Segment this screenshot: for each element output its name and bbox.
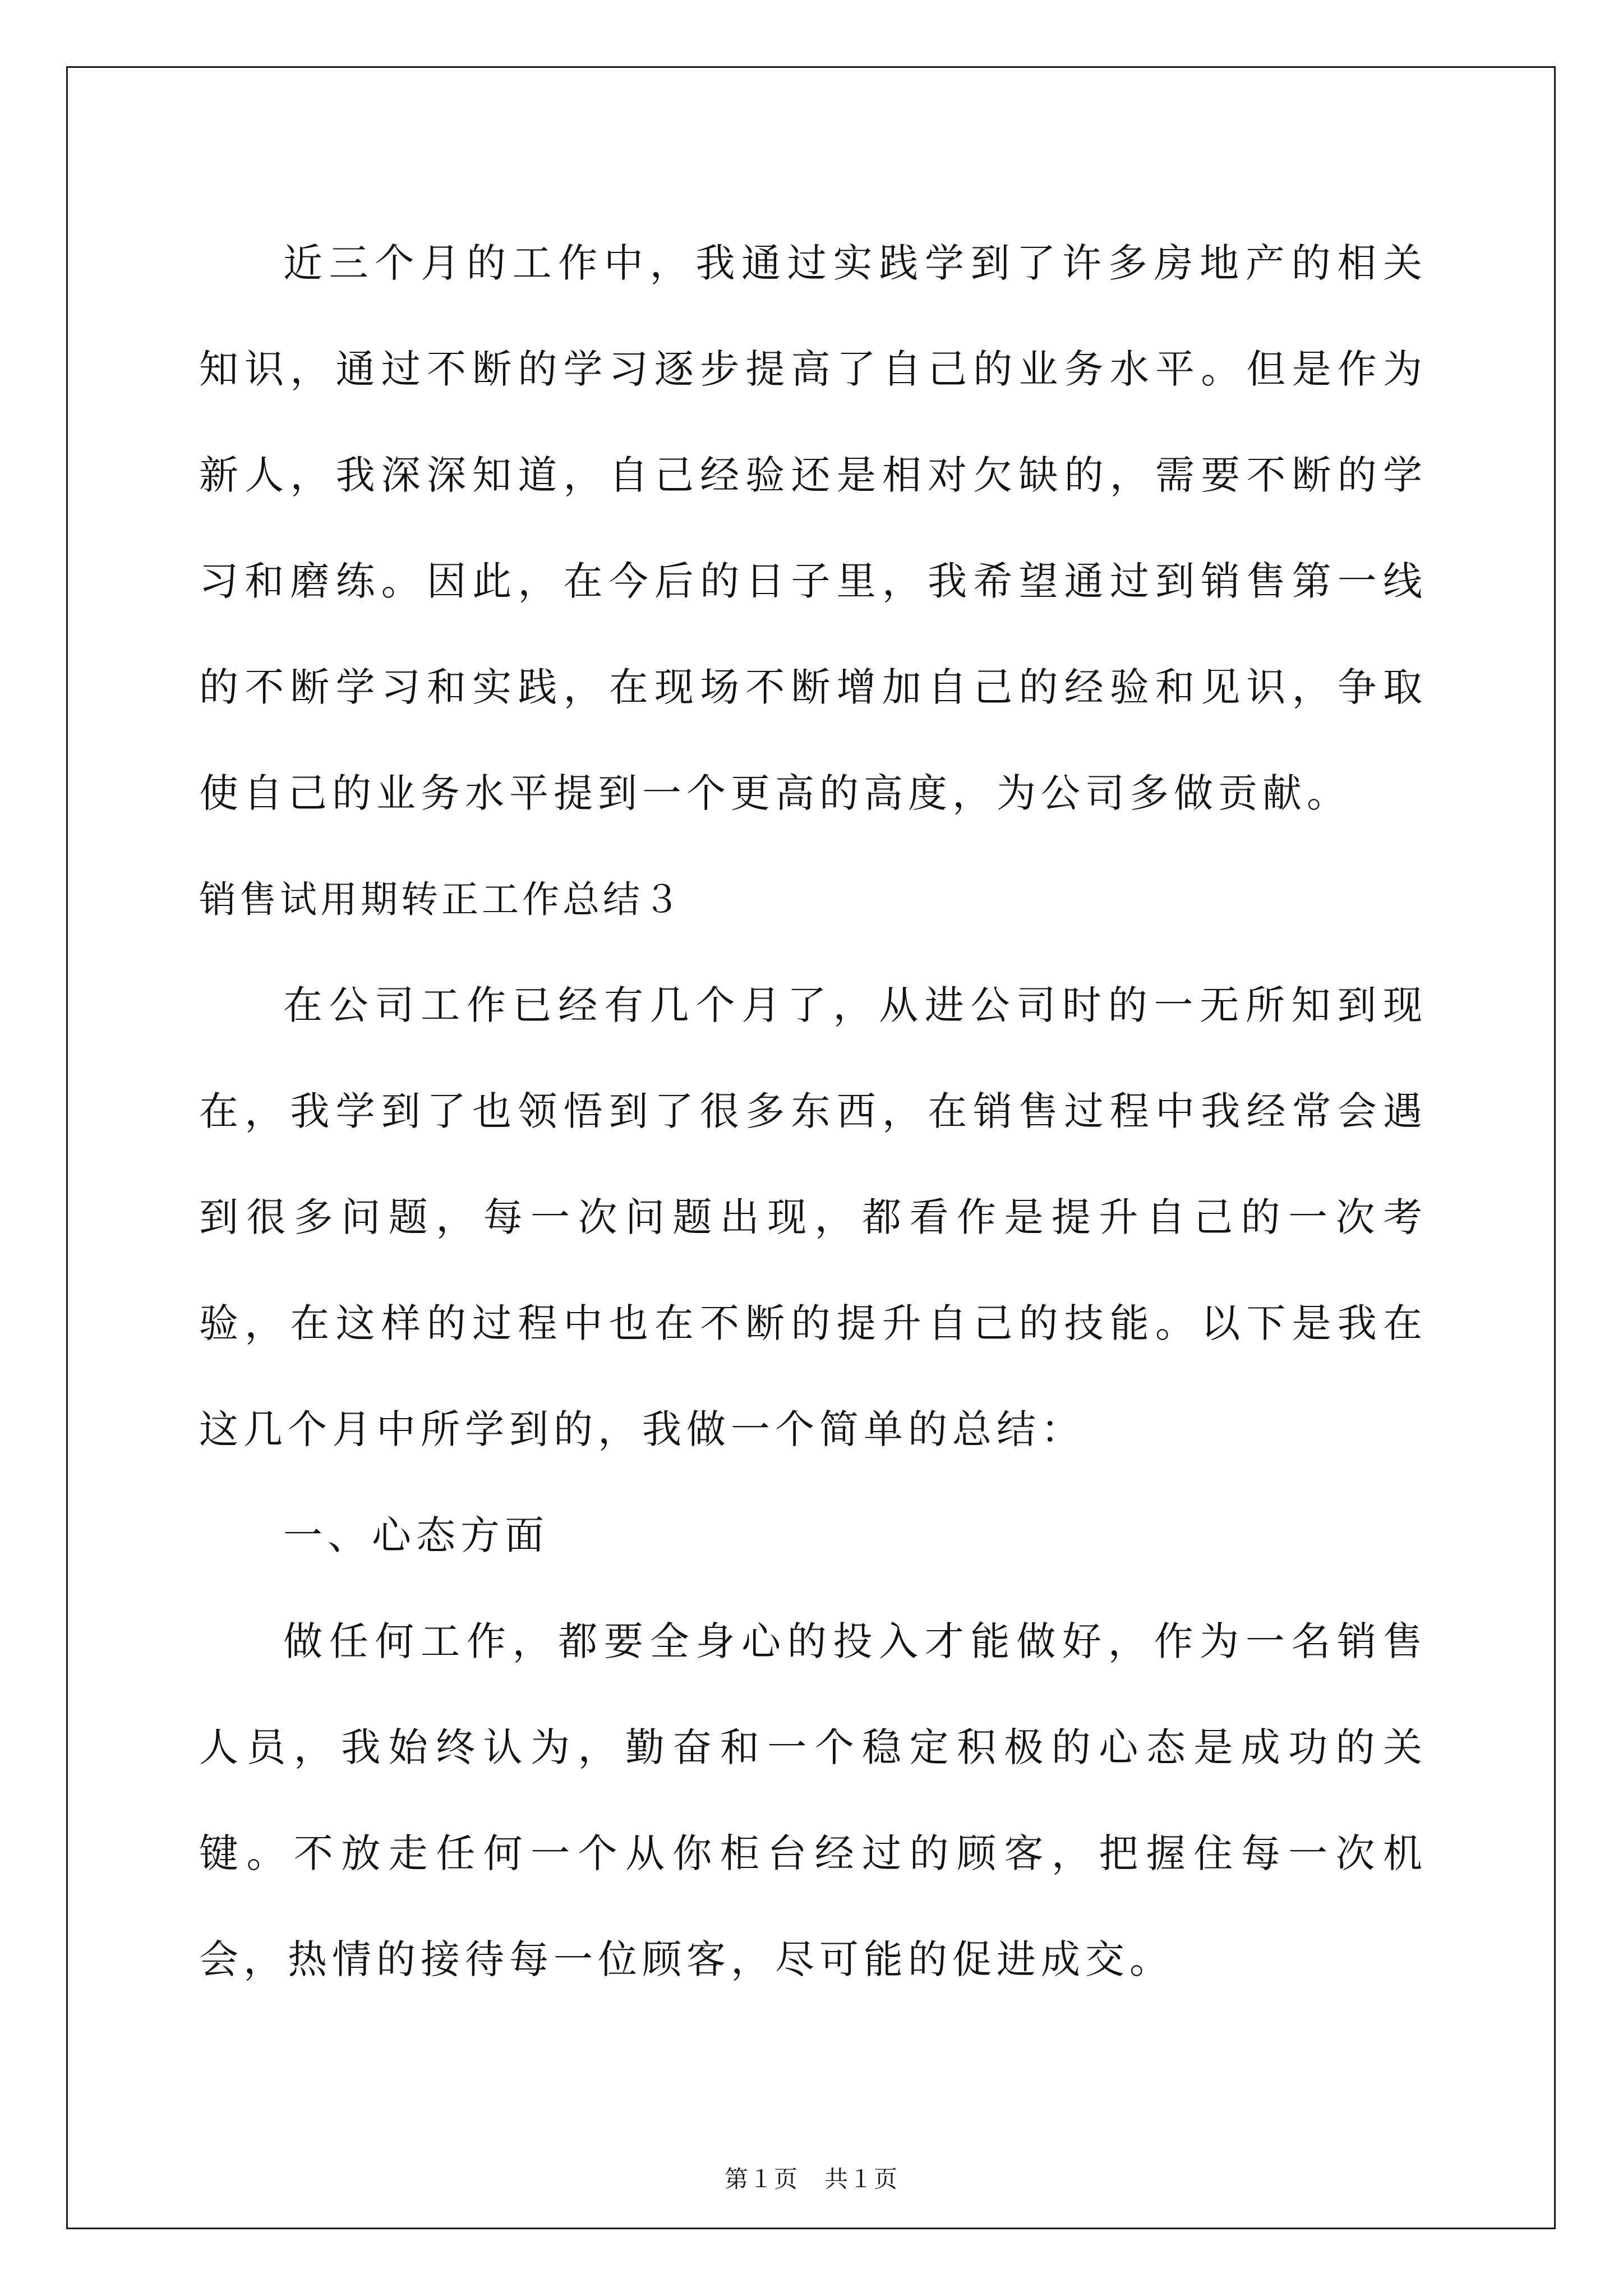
paragraph-summary-intro: 在公司工作已经有几个月了，从进公司时的一无所知到现在，我学到了也领悟到了很多东西，在销售过程中我经常会遇到很多问题，每一次问题出现，都看作是提升自己的一次考验，在这样的过程中也在不断的提升自己的技能。以下是我在这几个月中所学到的，我做一个简单的总结：: [199, 982, 1427, 1452]
page-footer: [0, 2162, 1623, 2196]
section-heading: 销售试用期转正工作总结３: [199, 878, 684, 921]
page-number: 第１页: [724, 2165, 799, 2193]
paragraph-mindset: 做任何工作，都要全身心的投入才能做好，作为一名销售人员，我始终认为，勤奋和一个稳定积极的心态是成功的关键。不放走任何一个从你柜台经过的顾客，把握住每一次机会，热情的接待每一位顾客，尽可能的促进成交。: [199, 1618, 1427, 1982]
paragraph-intro: 近三个月的工作中，我通过实践学到了许多房地产的相关知识，通过不断的学习逐步提高了自己的业务水平。但是作为新人，我深深知道，自己经验还是相对欠缺的，需要不断的学习和磨练。因此，在今后的日子里，我希望通过到销售第一线的不断学习和实践，在现场不断增加自己的经验和见识，争取使自己的业务水平提到一个更高的高度，为公司多做贡献。: [199, 240, 1427, 816]
document-body: [199, 210, 1427, 2013]
page-total: 共１页: [824, 2165, 899, 2193]
subheading-mindset: 一、心态方面: [283, 1512, 549, 1558]
